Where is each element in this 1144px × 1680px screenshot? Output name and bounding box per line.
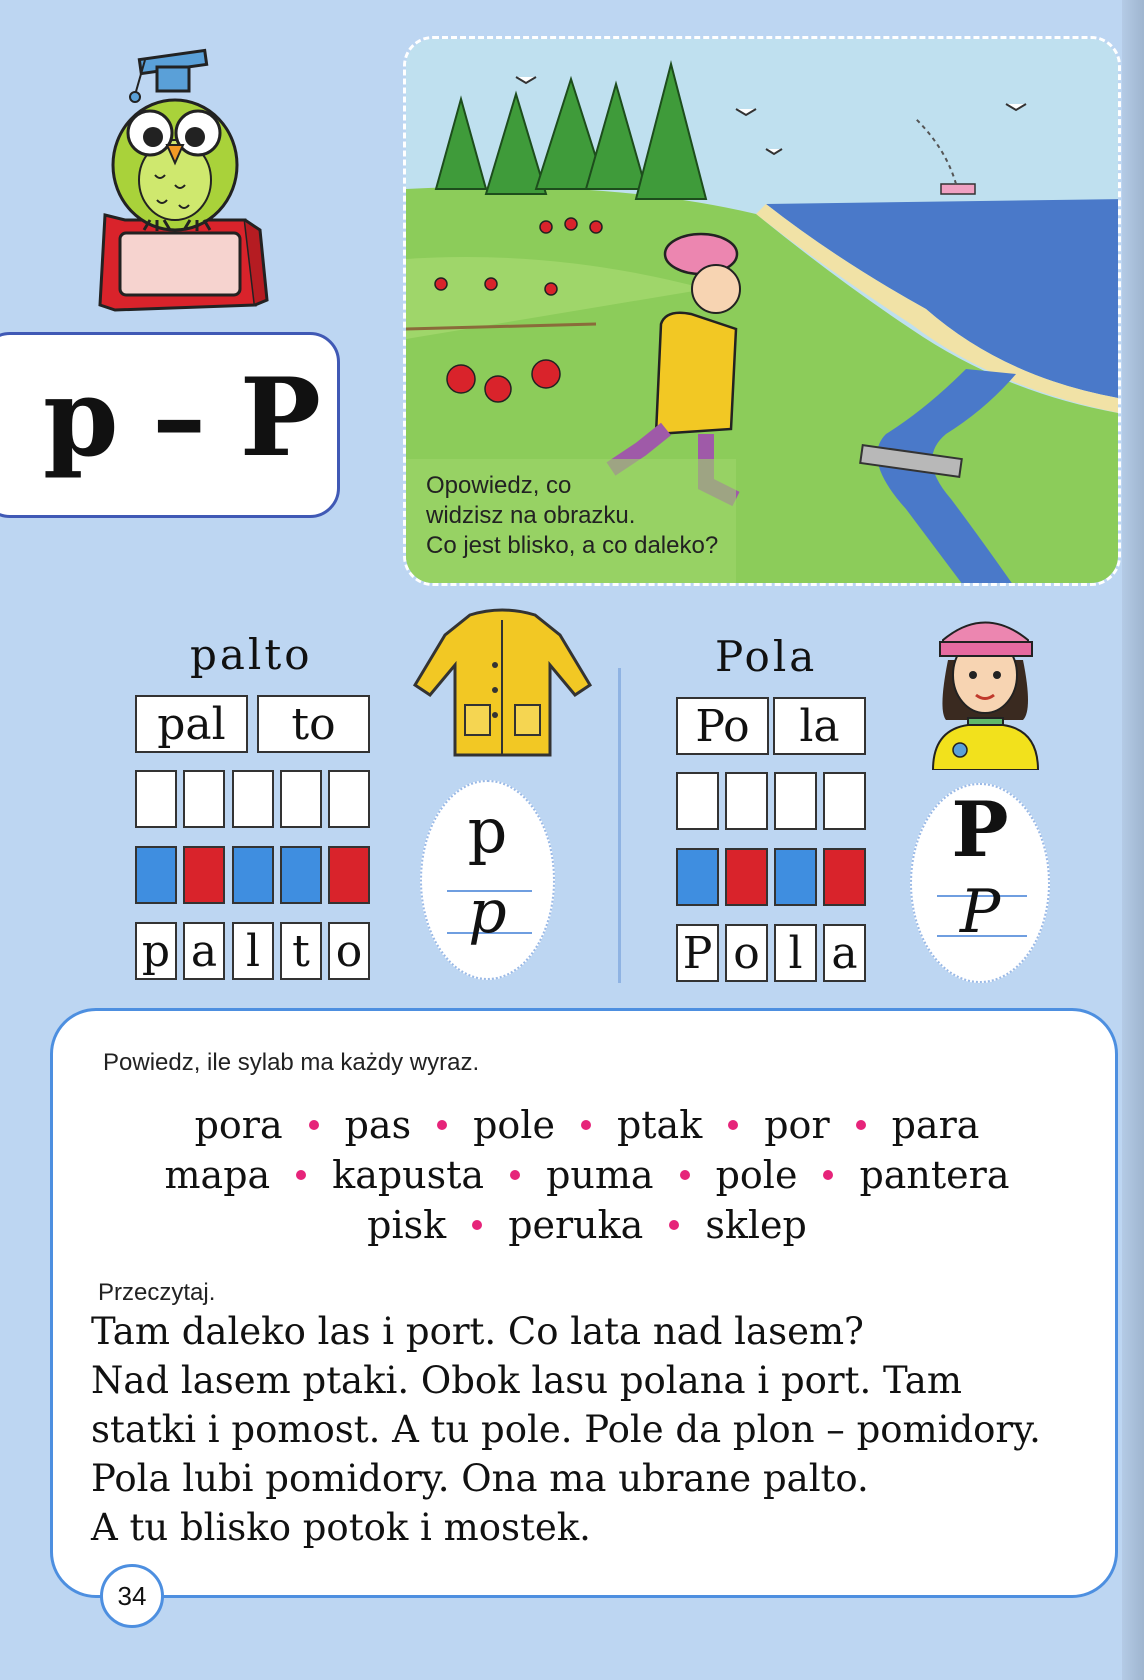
bullet — [309, 1120, 319, 1130]
word: puma — [546, 1153, 654, 1197]
word2-letter: l — [774, 924, 817, 982]
reading-line: A tu blisko potok i mostek. — [91, 1506, 591, 1549]
owl-mascot-illustration — [95, 15, 270, 315]
reading-line: Tam daleko las i port. Co lata nad lasem? — [91, 1310, 864, 1353]
bullet — [472, 1220, 482, 1230]
scene-caption-line: Opowiedz, co — [426, 472, 572, 499]
word: sklep — [705, 1203, 807, 1247]
word1-empty-box — [280, 770, 322, 828]
word: mapa — [164, 1153, 271, 1197]
bullet — [728, 1120, 738, 1130]
letter-oval-uppercase — [910, 783, 1050, 983]
word2-empty-box — [823, 772, 866, 830]
word1-letter: p — [135, 922, 177, 980]
word2-empty-box — [774, 772, 817, 830]
bullet — [669, 1220, 679, 1230]
page-number: 34 — [100, 1564, 164, 1628]
word2-letter: o — [725, 924, 768, 982]
word2-syllable-2: la — [773, 697, 866, 755]
scene-illustration — [403, 36, 1121, 586]
word1-vowel-consonant-box — [135, 846, 177, 904]
girl-pola-portrait — [928, 600, 1043, 770]
word1-empty-box — [232, 770, 274, 828]
word1-vowel-consonant-box — [232, 846, 274, 904]
letter-oval-lowercase — [420, 780, 555, 980]
word1-letter: a — [183, 922, 225, 980]
word: pisk — [367, 1203, 447, 1247]
bullet — [510, 1170, 520, 1180]
print-letter: p — [467, 794, 508, 867]
word: peruka — [508, 1203, 644, 1247]
reading-passage — [91, 1307, 1041, 1552]
word1-empty-box — [183, 770, 225, 828]
word: por — [764, 1103, 830, 1147]
letter-header-box — [0, 332, 340, 518]
word1-syllable-1: pal — [135, 695, 248, 753]
word1-vowel-consonant-box — [280, 846, 322, 904]
syllable-words-line-1 — [53, 1103, 1121, 1147]
script-letter: P — [959, 877, 1001, 947]
bullet — [680, 1170, 690, 1180]
scene-caption-line: Co jest blisko, a co daleko? — [426, 532, 719, 559]
bullet — [437, 1120, 447, 1130]
reading-line: Nad lasem ptaki. Obok lasu polana i port. Tam — [91, 1359, 962, 1402]
word2-empty-box — [725, 772, 768, 830]
scene-caption-line: widzisz na obrazku. — [426, 502, 636, 529]
reading-line: statki i pomost. A tu pole. Pole da plon – pomidory. — [91, 1408, 1041, 1451]
bullet — [581, 1120, 591, 1130]
word2-empty-box — [676, 772, 719, 830]
syllable-words-line-2 — [53, 1153, 1121, 1197]
word2-vowel-consonant-box — [774, 848, 817, 906]
word: pas — [344, 1103, 412, 1147]
scene-caption — [426, 471, 718, 561]
word2-title: Pola — [715, 632, 818, 681]
word1-title: palto — [190, 630, 313, 679]
syllable-words-line-3 — [53, 1203, 1121, 1247]
word1-letter: l — [232, 922, 274, 980]
word1-empty-box — [328, 770, 370, 828]
word2-vowel-consonant-box — [725, 848, 768, 906]
word: pole — [473, 1103, 555, 1147]
word2-vowel-consonant-box — [823, 848, 866, 906]
letter-pair-heading: p – P — [43, 355, 319, 481]
syllable-instruction: Powiedz, ile sylab ma każdy wyraz. — [103, 1049, 480, 1076]
word: pantera — [859, 1153, 1010, 1197]
word2-letter: P — [676, 924, 719, 982]
book-spine-shadow — [1122, 0, 1144, 1680]
word2-syllable-1: Po — [676, 697, 769, 755]
reading-instruction: Przeczytaj. — [98, 1279, 216, 1306]
word2-vowel-consonant-box — [676, 848, 719, 906]
script-letter: p — [468, 877, 507, 947]
exercise-text-box — [50, 1008, 1118, 1598]
coat-illustration — [410, 605, 595, 760]
word: kapusta — [332, 1153, 485, 1197]
column-divider — [618, 668, 621, 983]
word: pora — [194, 1103, 283, 1147]
bullet — [823, 1170, 833, 1180]
word1-vowel-consonant-box — [183, 846, 225, 904]
word1-syllable-2: to — [257, 695, 370, 753]
word1-letter: t — [280, 922, 322, 980]
bullet — [856, 1120, 866, 1130]
word: ptak — [616, 1103, 703, 1147]
print-letter: P — [951, 785, 1009, 874]
bullet — [296, 1170, 306, 1180]
reading-line: Pola lubi pomidory. Ona ma ubrane palto. — [91, 1457, 869, 1500]
word1-letter: o — [328, 922, 370, 980]
word: para — [891, 1103, 980, 1147]
word: pole — [715, 1153, 798, 1197]
word1-empty-box — [135, 770, 177, 828]
word2-letter: a — [823, 924, 866, 982]
word1-vowel-consonant-box — [328, 846, 370, 904]
